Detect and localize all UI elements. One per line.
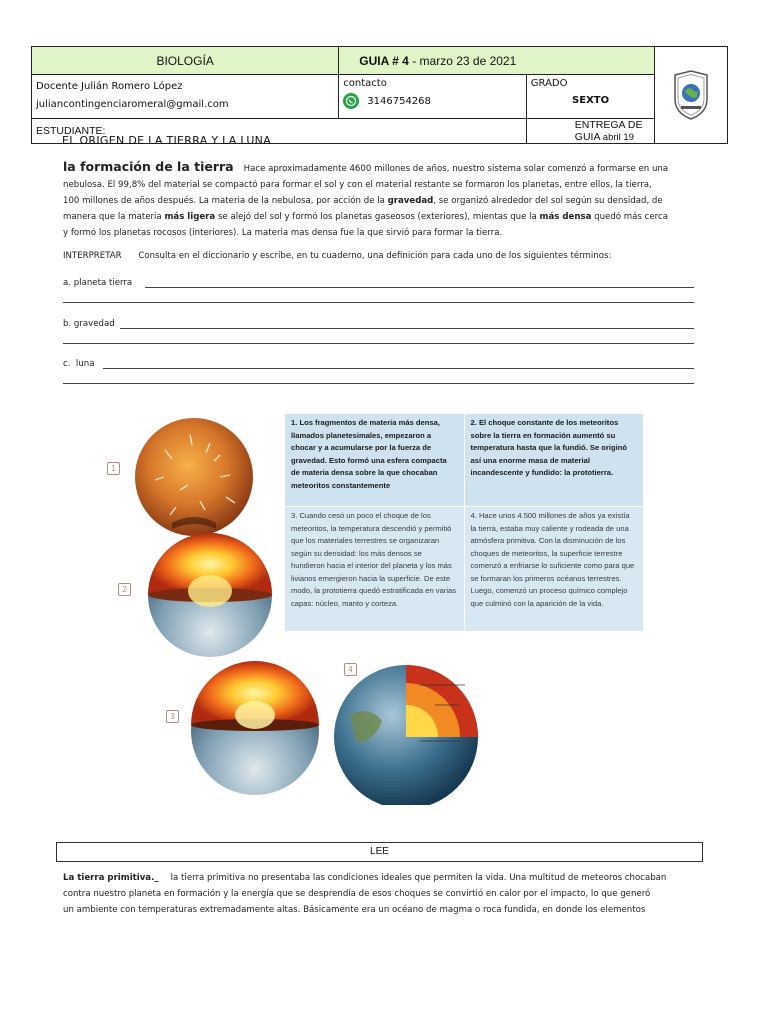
student-label: ESTUDIANTE: — [36, 125, 106, 137]
stage-description-4: 4. Hace unos 4.500 millones de años ya existía la tierra, estaba muy caliente y rodeada de una atmósfera primitiva. Con la disminución de los choques de meteoritos, la superficie terrestre comenzó a enfriarse lo suficiente como para que se formaran los primeros océanos terrestres. Luego, comenzó un proceso químico complejo que culminó con la aparición de la vida. — [464, 507, 644, 632]
delivery-date: abril 19 — [602, 132, 634, 143]
answer-line[interactable] — [103, 368, 694, 369]
school-seal-icon — [671, 69, 711, 121]
teacher-cell — [32, 75, 339, 119]
interpretar-label: INTERPRETAR — [63, 251, 122, 261]
logo-cell — [655, 47, 728, 144]
contact-label: contacto — [343, 78, 387, 89]
bold-mas-densa: más densa — [539, 212, 592, 222]
subject-cell — [32, 47, 339, 75]
teacher-email[interactable]: juliancontingenciaromeral@gmail.com — [36, 99, 229, 110]
interpretar-text: Consulta en el diccionario y escribe, en tu cuaderno, una definición para cada uno de los siguientes términos: — [138, 251, 612, 261]
formation-stages-table — [284, 413, 644, 632]
lee-paragraph — [63, 870, 703, 918]
lee-line-3: un ambiente con temperaturas extremadamente altas. Básicamente era un océano de magma o roca fundida, en donde los elementos — [63, 905, 646, 915]
whatsapp-icon — [343, 93, 359, 109]
grade-value: SEXTO — [572, 95, 610, 106]
stage-label-1: 1 — [107, 462, 120, 475]
stage-label-4: 4 — [344, 663, 357, 676]
stage-label-3: 3 — [166, 710, 179, 723]
term-item-b: b. gravedad — [63, 319, 115, 329]
answer-line[interactable] — [63, 302, 694, 303]
page-title: EL ORIGEN DE LA TIERRA Y LA LUNA — [62, 134, 272, 147]
lee-line-2: contra nuestro planeta en formación y la energía que se desprendía de esos choques se convirtió en calor por el impacto, lo que generó — [63, 889, 651, 899]
term-item-c: c. luna — [63, 359, 95, 369]
delivery-label: ENTREGA DE GUIA — [574, 119, 643, 143]
paragraph-line-3: 100 millones de años después. La materia de la nebulosa, por acción de la gravedad, se organizó alrededor del sol según su densidad, de — [63, 196, 663, 206]
lee-box — [56, 842, 703, 862]
paragraph-line-4: manera que la materia más ligera se alejó del sol y formó los planetas gaseosos (exteriores), mientas que la más densa quedó más cerca — [63, 212, 668, 222]
subject: BIOLOGÍA — [156, 53, 214, 68]
paragraph-line-1: Hace aproximadamente 4600 millones de años, nuestro sistema solar comenzó a formarse en una — [243, 164, 669, 174]
paragraph-line-2: nebulosa. El 99,8% del material se compactó para formar el sol y con el material restante se formaron los planetas, entre ellos, la tierra, — [63, 180, 652, 190]
stage-label-2: 2 — [118, 583, 131, 596]
section-heading: la formación de la tierra — [63, 159, 234, 174]
guide-cell — [339, 47, 655, 75]
interpretar-instruction — [63, 248, 611, 264]
phone-number: 3146754268 — [367, 95, 431, 107]
stage-description-3: 3. Cuando cesó un poco el choque de los meteoritos, la temperatura descendió y permitió que los materiales terrestres se organizaran según su densidad: los más densos se hundieron hacia el interior del planeta y los más livianos emergieron hacia la superficie. De este modo, la prototierra quedó estratificada en varias capas: núcleo, manto y corteza. — [285, 507, 465, 632]
answer-line[interactable] — [63, 343, 694, 344]
answer-line[interactable] — [145, 287, 694, 288]
answer-line[interactable] — [120, 328, 694, 329]
bold-mas-ligera: más ligera — [164, 212, 216, 222]
stage-description-1: 1. Los fragmentos de materia más densa, llamados planetesimales, empezaron a chocar y a acumularse por la fuerza de gravedad. Esto formó una esfera compacta de materia densa sobre la que chocaban meteoritos constantemente — [285, 414, 465, 507]
bold-gravedad: gravedad — [387, 196, 434, 206]
guide-label: GUIA # — [359, 53, 399, 68]
grade-cell — [526, 75, 655, 119]
guide-date: - marzo 23 de 2021 — [412, 53, 517, 68]
term-item-a: a. planeta tierra — [63, 278, 133, 288]
teacher-name: Docente Julián Romero López — [36, 81, 183, 92]
grade-label: GRADO — [530, 78, 568, 89]
lee-line-1: la tierra primitiva no presentaba las condiciones ideales que permiten la vida. Una multitud de meteoros chocaban — [170, 873, 667, 883]
contact-cell — [339, 75, 527, 119]
intro-paragraph — [63, 159, 703, 241]
answer-line[interactable] — [63, 383, 694, 384]
lee-heading: La tierra primitiva._ — [63, 873, 159, 883]
stage-description-2: 2. El choque constante de los meteoritos sobre la tierra en formación aumentó su temperatura hasta que la fundió. Se originó así una enorme masa de material incandescente y fundido: la prototierra. — [464, 414, 644, 507]
guide-number: 4 — [402, 53, 409, 68]
paragraph-line-5: y formó los planetas rocosos (interiores). La materia mas densa fue la que sirvió para formar la tierra. — [63, 228, 503, 238]
header-table — [31, 46, 728, 144]
lee-label: LEE — [370, 846, 389, 857]
delivery-cell — [526, 119, 655, 144]
